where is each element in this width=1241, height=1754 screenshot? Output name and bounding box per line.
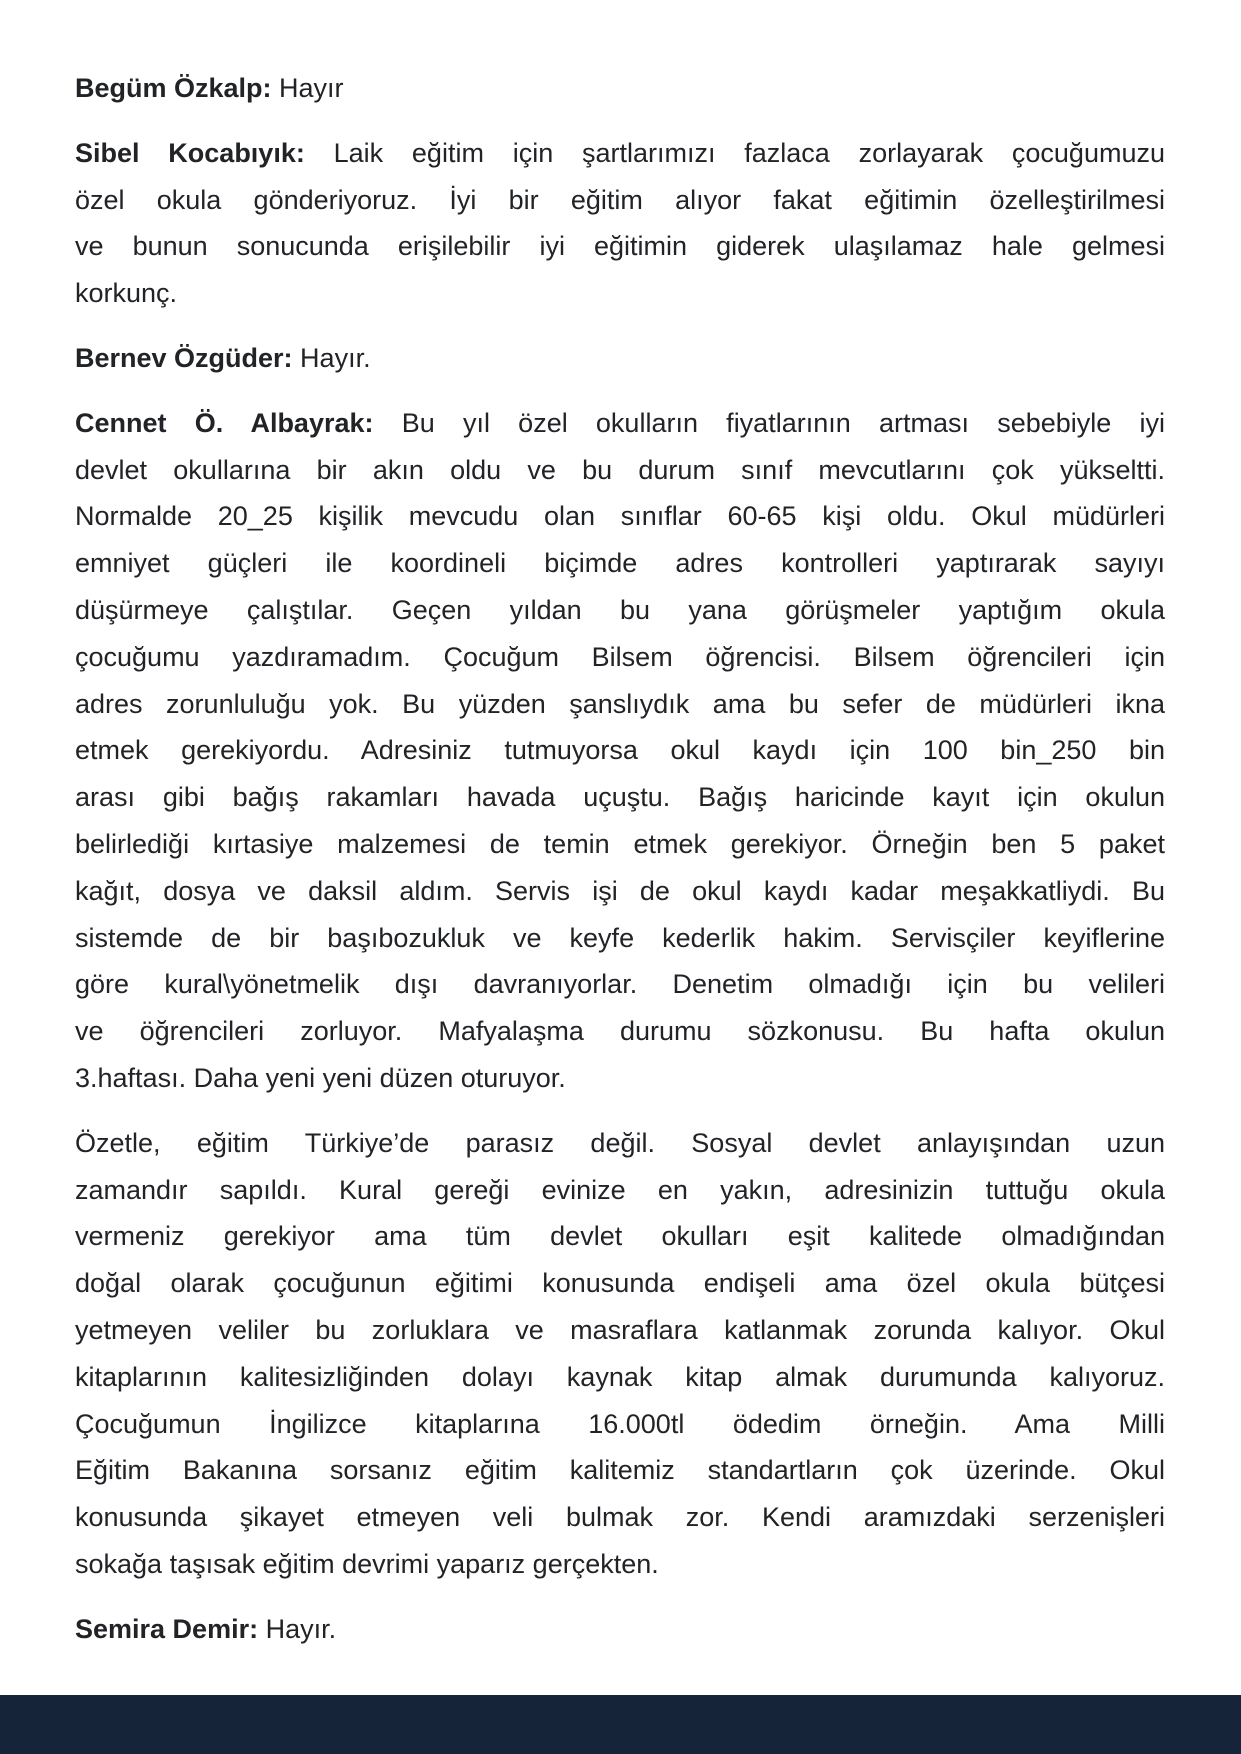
line-text: ve bunun sonucunda erişilebilir iyi eğitimin giderek ulaşılamaz hale gelmesi: [75, 231, 1165, 262]
speaker-response: [75, 335, 1165, 382]
text-line: [75, 1120, 1165, 1167]
text-line: [75, 130, 1165, 177]
line-text: etmek gerekiyordu. Adresiniz tutmuyorsa okul kaydı için 100 bin_250 bin: [75, 735, 1165, 766]
text-line: [75, 1167, 1165, 1214]
line-text: düşürmeye çalıştılar. Geçen yıldan bu yana görüşmeler yaptığım okula: [75, 594, 1165, 625]
text-line: [75, 774, 1165, 821]
text-line: [75, 1307, 1165, 1354]
line-text: doğal olarak çocuğunun eğitimi konusunda endişeli ama özel okula bütçesi: [75, 1268, 1165, 1299]
document-body: [75, 65, 1165, 1671]
text-line: [75, 915, 1165, 962]
line-text: Hayır.: [292, 342, 371, 373]
text-line: [75, 447, 1165, 494]
line-text: emniyet güçleri ile koordineli biçimde adres kontrolleri yaptırarak sayıyı: [75, 548, 1165, 579]
line-text: kitaplarının kalitesizliğinden dolayı kaynak kitap almak durumunda kalıyoruz.: [75, 1361, 1165, 1392]
text-line: [75, 821, 1165, 868]
text-line: [75, 634, 1165, 681]
text-line: [75, 177, 1165, 224]
text-line: [75, 681, 1165, 728]
text-line: [75, 1260, 1165, 1307]
text-line: [75, 1401, 1165, 1448]
line-text: kağıt, dosya ve daksil aldım. Servis işi de okul kaydı kadar meşakkatliydi. Bu: [75, 875, 1165, 906]
text-line: [75, 400, 1165, 447]
line-text: konusunda şikayet etmeyen veli bulmak zor. Kendi aramızdaki serzenişleri: [75, 1502, 1165, 1533]
line-text: özel okula gönderiyoruz. İyi bir eğitim alıyor fakat eğitimin özelleştirilmesi: [75, 184, 1165, 215]
line-text: zamandır sapıldı. Kural gereği evinize en yakın, adresinizin tuttuğu okula: [75, 1174, 1165, 1205]
line-text: Hayır.: [258, 1613, 337, 1644]
text-line: [75, 1447, 1165, 1494]
speaker-response: [75, 130, 1165, 317]
line-text: 3.haftası. Daha yeni yeni düzen oturuyor.: [75, 1062, 566, 1093]
speaker-response: [75, 1606, 1165, 1653]
speaker-name: Begüm Özkalp:: [75, 73, 272, 103]
speaker-name: Sibel Kocabıyık:: [75, 137, 305, 168]
text-line: [75, 335, 1165, 382]
text-line: [75, 65, 1165, 112]
text-line: [75, 493, 1165, 540]
line-text: göre kural\yönetmelik dışı davranıyorlar. Denetim olmadığı için bu velileri: [75, 969, 1165, 1000]
speaker-response: [75, 65, 1165, 112]
line-text: belirlediği kırtasiye malzemesi de temin etmek gerekiyor. Örneğin ben 5 paket: [75, 828, 1165, 859]
line-text: Laik eğitim için şartlarımızı fazlaca zorlayarak çocuğumuzu: [304, 137, 1165, 168]
body-paragraph: [75, 1120, 1165, 1588]
footer-bar: [0, 1695, 1241, 1754]
line-text: sistemde de bir başıbozukluk ve keyfe kederlik hakim. Servisçiler keyiflerine: [75, 922, 1165, 953]
line-text: vermeniz gerekiyor ama tüm devlet okulları eşit kalitede olmadığından: [75, 1221, 1165, 1252]
speaker-name: Semira Demir:: [75, 1613, 259, 1644]
speaker-name: Cennet Ö. Albayrak:: [75, 407, 374, 438]
text-line: [75, 587, 1165, 634]
line-text: devlet okullarına bir akın oldu ve bu durum sınıf mevcutlarını çok yükseltti.: [75, 454, 1165, 485]
line-text: Hayır: [271, 73, 344, 103]
speaker-response: [75, 400, 1165, 1102]
text-line: [75, 1055, 1165, 1102]
line-text: sokağa taşısak eğitim devrimi yaparız gerçekten.: [75, 1548, 659, 1579]
text-line: [75, 1606, 1165, 1653]
line-text: ve öğrencileri zorluyor. Mafyalaşma durumu sözkonusu. Bu hafta okulun: [75, 1016, 1165, 1047]
line-text: çocuğumu yazdıramadım. Çocuğum Bilsem öğrencisi. Bilsem öğrencileri için: [75, 641, 1165, 672]
line-text: Bu yıl özel okulların fiyatlarının artması sebebiyle iyi: [373, 407, 1165, 438]
text-line: [75, 868, 1165, 915]
line-text: korkunç.: [75, 278, 178, 309]
text-line: [75, 223, 1165, 270]
line-text: arası gibi bağış rakamları havada uçuştu. Bağış haricinde kayıt için okulun: [75, 782, 1165, 813]
text-line: [75, 961, 1165, 1008]
text-line: [75, 1213, 1165, 1260]
text-line: [75, 540, 1165, 587]
line-text: Özetle, eğitim Türkiye’de parasız değil. Sosyal devlet anlayışından uzun: [75, 1127, 1165, 1158]
line-text: Normalde 20_25 kişilik mevcudu olan sınıflar 60-65 kişi oldu. Okul müdürleri: [75, 501, 1165, 532]
line-text: adres zorunluluğu yok. Bu yüzden şanslıydık ama bu sefer de müdürleri ikna: [75, 688, 1165, 719]
text-line: [75, 270, 1165, 317]
text-line: [75, 1494, 1165, 1541]
text-line: [75, 1008, 1165, 1055]
line-text: yetmeyen veliler bu zorluklara ve masraflara katlanmak zorunda kalıyor. Okul: [75, 1314, 1165, 1345]
text-line: [75, 1354, 1165, 1401]
text-line: [75, 1541, 1165, 1588]
line-text: Çocuğumun İngilizce kitaplarına 16.000tl ödedim örneğin. Ama Milli: [75, 1408, 1165, 1439]
line-text: Eğitim Bakanına sorsanız eğitim kalitemiz standartların çok üzerinde. Okul: [75, 1455, 1165, 1486]
speaker-name: Bernev Özgüder:: [75, 342, 293, 373]
text-line: [75, 727, 1165, 774]
